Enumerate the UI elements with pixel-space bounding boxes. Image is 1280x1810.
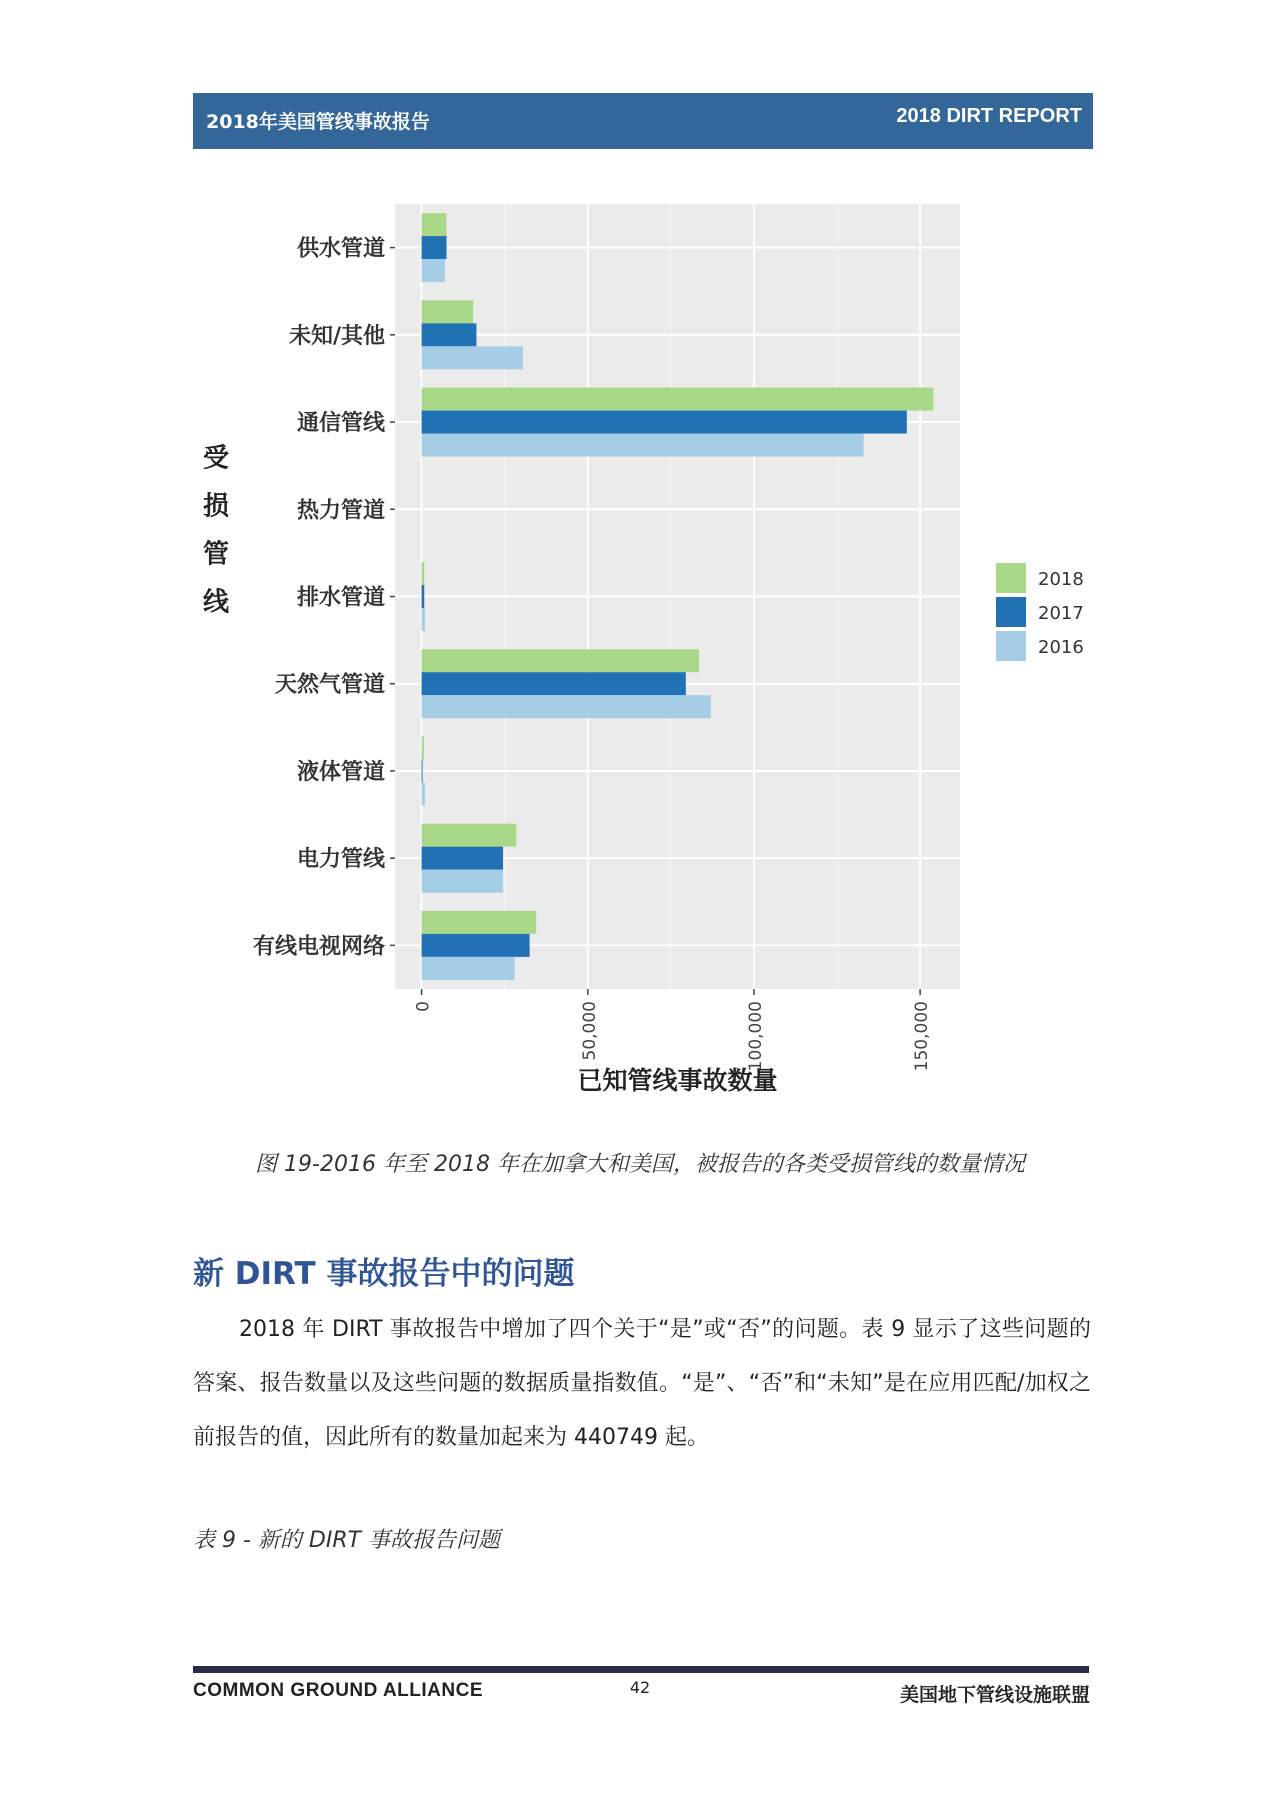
legend-label: 2016 <box>1038 637 1084 658</box>
y-axis-title: 受损管线 <box>202 443 230 618</box>
bar-2017-6 <box>422 759 423 782</box>
bar-2018-4 <box>422 562 425 585</box>
bar-2016-8 <box>422 957 515 980</box>
section-title: 新 DIRT 事故报告中的问题 <box>193 1256 575 1292</box>
bar-2017-8 <box>422 934 530 957</box>
page-number: 42 <box>629 1678 651 1697</box>
bar-2016-2 <box>422 434 864 457</box>
bar-2018-0 <box>422 213 447 236</box>
y-tick-label: 电力管线 <box>296 847 385 873</box>
bar-2018-8 <box>422 911 537 934</box>
bar-2017-1 <box>422 323 477 346</box>
bar-2016-4 <box>422 608 425 631</box>
bar-2017-2 <box>422 411 907 434</box>
x-tick-label: 150,000 <box>912 1001 933 1072</box>
figure-caption: 图 19-2016 年至 2018 年在加拿大和美国，被报告的各类受损管线的数量情况 <box>255 1152 1025 1177</box>
y-tick-label: 液体管道 <box>296 759 385 785</box>
y-tick-label: 排水管道 <box>296 585 385 611</box>
y-tick-label: 天然气管道 <box>274 672 385 698</box>
bar-2018-1 <box>422 300 474 323</box>
footer-right: 美国地下管线设施联盟 <box>899 1684 1090 1706</box>
bar-2018-6 <box>422 736 424 759</box>
bar-2018-5 <box>422 649 700 672</box>
bar-2016-7 <box>422 870 503 893</box>
x-tick-label: 0 <box>413 1001 434 1012</box>
damaged-facilities-bar-chart <box>190 190 1110 1110</box>
legend-swatch-2017 <box>996 597 1026 627</box>
y-tick-label: 通信管线 <box>296 411 385 437</box>
bar-2016-1 <box>422 346 523 369</box>
y-tick-label: 未知/其他 <box>288 323 385 349</box>
bar-2017-7 <box>422 847 503 870</box>
legend-swatch-2018 <box>996 563 1026 593</box>
legend-swatch-2016 <box>996 631 1026 661</box>
header-left-title: 2018年美国管线事故报告 <box>206 111 430 133</box>
y-tick-label: 供水管道 <box>296 236 385 262</box>
bar-2018-7 <box>422 824 517 847</box>
legend-label: 2018 <box>1038 569 1084 590</box>
bar-2016-0 <box>422 259 445 282</box>
bar-2018-2 <box>422 388 934 411</box>
y-tick-label: 有线电视网络 <box>252 934 385 960</box>
bar-2017-5 <box>422 672 686 695</box>
body-paragraph: 2018 年 DIRT 事故报告中增加了四个关于“是”或“否”的问题。表 9 显示了这些问题的答案、报告数量以及这些问题的数据质量指数值。“是”、“否”和“未知”是在应用匹配/加权之前报告的值，因此所有的数量加起来为 440749 起。 <box>193 1317 1091 1450</box>
table-caption: 表 9 - 新的 DIRT 事故报告问题 <box>193 1528 501 1553</box>
y-tick-label: 热力管道 <box>296 498 385 524</box>
footer-rule <box>193 1666 1089 1673</box>
footer-left: COMMON GROUND ALLIANCE <box>193 1680 483 1701</box>
x-tick-label: 50,000 <box>579 1001 600 1061</box>
legend-label: 2017 <box>1038 603 1084 624</box>
bar-2016-6 <box>422 782 425 805</box>
x-tick-label: 100,000 <box>745 1001 766 1072</box>
page-header <box>193 93 1093 149</box>
bar-2017-4 <box>422 585 425 608</box>
bar-2017-0 <box>422 236 447 259</box>
bar-2016-5 <box>422 695 711 718</box>
header-right-title: 2018 DIRT REPORT <box>896 105 1082 127</box>
x-axis-title: 已知管线事故数量 <box>577 1066 778 1095</box>
